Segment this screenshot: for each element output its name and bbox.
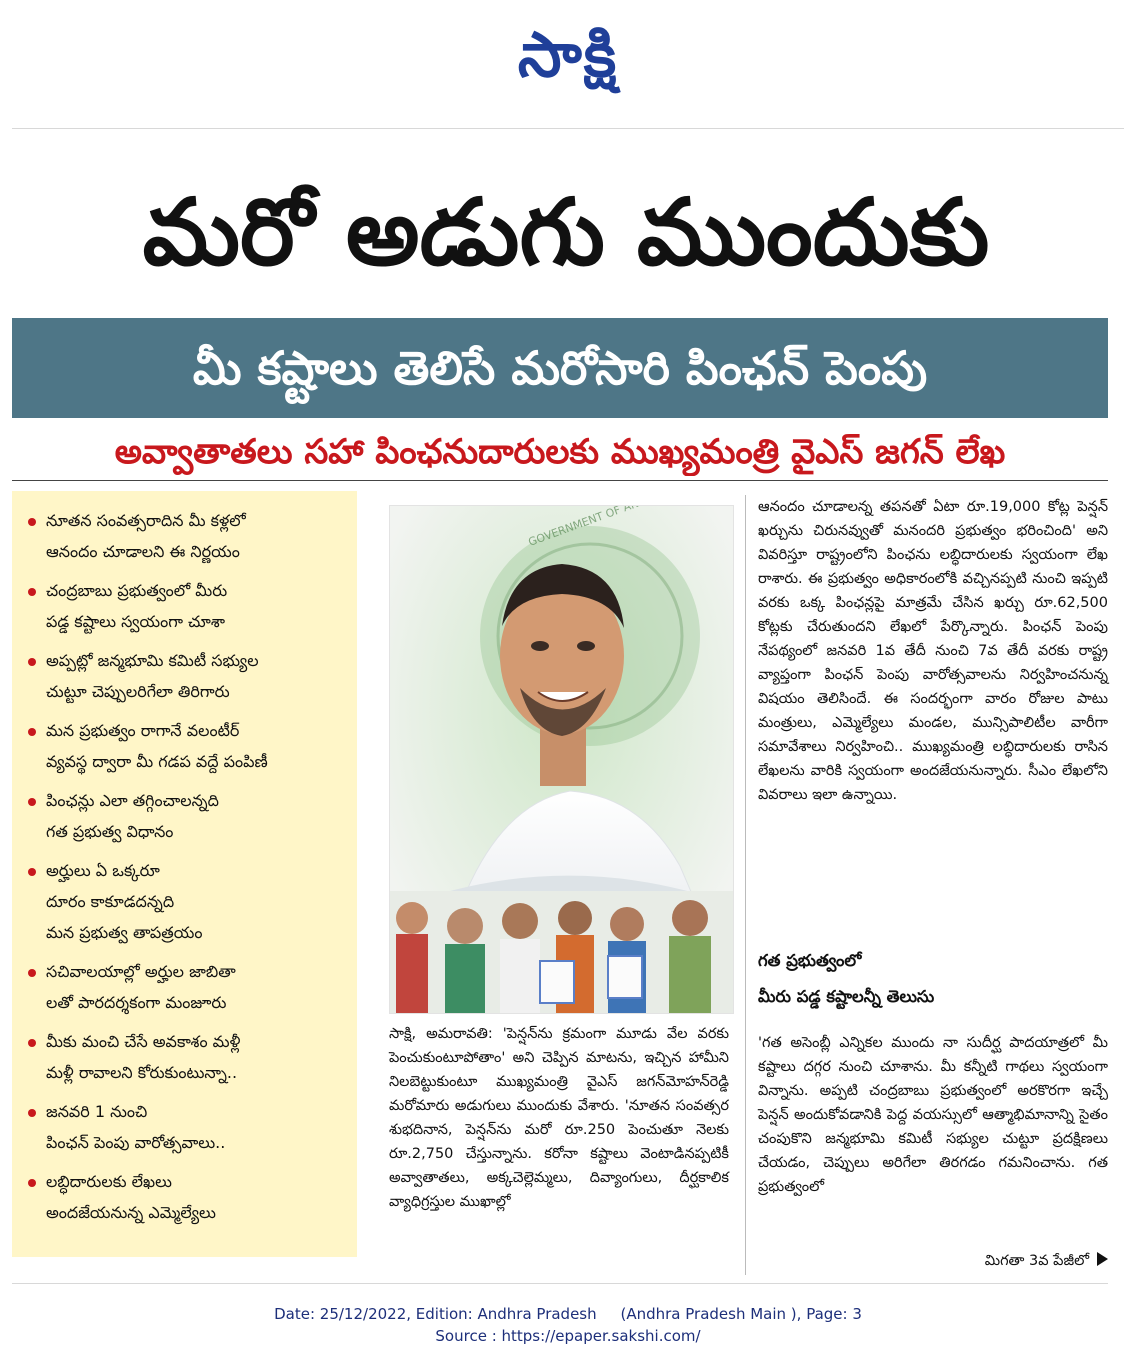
highlight-item [26,575,349,637]
subsection-heading [758,943,1108,1015]
highlight-line: అర్హులు ఏ ఒక్కరూ [46,861,160,880]
highlight-line: పింఛన్లు ఎలా తగ్గించాలన్నది [46,791,219,810]
highlight-line: చుట్టూ చెప్పులరిగేలా తిరిగారు [46,682,230,701]
footer-date-edition: Date: 25/12/2022, Edition: Andhra Pradesh (Andhra Pradesh Main ), Page: 3 [274,1305,862,1323]
highlight-item [26,855,349,948]
footer-source: Source : https://epaper.sakshi.com/ [435,1327,701,1345]
subsection-heading-line1: గత ప్రభుత్వంలో [758,951,862,970]
headline-divider [12,480,1108,481]
highlight-item [26,645,349,707]
highlight-item [26,1166,349,1228]
highlight-item [26,1026,349,1088]
highlight-line: మళ్లీ రావాలని కోరుకుంటున్నా.. [46,1063,238,1082]
continued-on-page [985,1252,1108,1273]
highlight-line: నూతన సంవత్సరాదిన మీ కళ్లలో [46,511,246,530]
play-arrow-icon [1097,1252,1108,1266]
footer-divider [12,1283,1108,1284]
page-footer [0,1303,1136,1347]
article-body-col2: సాక్షి, అమరావతి: 'పెన్షన్‌ను క్రమంగా మూడు వేల వరకు పెంచుకుంటూపోతాం' అని చెప్పిన మాటను, ఇచ్చిన హామీని నిలబెట్టుకుంటూ ముఖ్యమంత్రి వైఎస్ జగన్‌మోహన్‌రెడ్డి మరోమారు అడుగులు ముందుకు వేశారు. 'నూతన సంవత్సర శుభదినాన, పెన్షన్‌ను మరో రూ.250 పెంచుతూ నెలకు రూ.2,750 చేస్తున్నాను. కరోనా కష్టాలు వెంటాడినప్పటికీ అవ్వాతాతలు, అక్కచెల్లెమ్మలు, దివ్యాంగులు, దీర్ఘకాలిక వ్యాధిగ్రస్తుల ముఖాల్లో [389,1026,729,1210]
highlight-line: లతో పారదర్శకంగా మంజూరు [46,993,227,1012]
highlight-item [26,956,349,1018]
highlight-line: సచివాలయాల్లో అర్హుల జాబితా [46,962,236,981]
highlight-line: మన ప్రభుత్వం రాగానే వలంటీర్ [46,721,240,740]
letter-card [540,961,574,1003]
subsection-heading-line2: మీరు పడ్డ కష్టాలన్నీ తెలుసు [758,987,935,1006]
highlights-sidebar [12,491,357,1257]
highlight-item [26,785,349,847]
highlight-item [26,1096,349,1158]
highlight-line: అప్పట్లో జన్మభూమి కమిటీ సభ్యుల [46,651,259,670]
masthead-divider [12,128,1124,129]
red-subheadline: అవ్వాతాతలు సహా పింఛనుదారులకు ముఖ్యమంత్రి వైఎస్ జగన్ లేఖ [114,432,1006,472]
column-rule [745,495,746,1275]
highlight-line: ఆనందం చూడాలని ఈ నిర్ణయం [46,542,240,561]
headline: మరో అడుగు ముందుకు [142,179,990,286]
subheadline-band: మీ కష్టాలు తెలిసే మరోసారి పింఛన్ పెంపు [12,318,1108,418]
highlight-line: లబ్ధిదారులకు లేఖలు [46,1172,172,1191]
sakshi-logo: సాక్షి [517,18,619,91]
highlight-line: పింఛన్ పెంపు వారోత్సవాలు.. [46,1133,226,1152]
highlight-item [26,505,349,567]
cm-photo [389,505,734,1014]
article-body-col3: ఆనందం చూడాలన్న తపనతో ఏటా రూ.19,000 కోట్ల పెన్షన్ ఖర్చును చిరునవ్వుతో మనందరి ప్రభుత్వం భరించింది' అని వివరిస్తూ రాష్ట్రంలోని పింఛను లబ్ధిదారులకు స్వయంగా లేఖ రాశారు. ఈ ప్రభుత్వం అధికారంలోకి వచ్చినప్పటి నుంచి ఇప్పటి వరకు ఒక్క పింఛన్లపై మాత్రమే చేసిన ఖర్చు రూ.62,500 కోట్లకు చేరుతుందని లేఖలో పేర్కొన్నారు. పింఛన్ పెంపు నేపథ్యంలో జనవరి 1వ తేదీ నుంచి 7వ తేదీ వరకు రాష్ట్ర వ్యాప్తంగా పింఛన్ పెంపు వారోత్సవాలను నిర్వహించనున్న విషయం తెలిసిందే. ఈ సందర్భంగా వారం రోజుల పాటు మంత్రులు, ఎమ్మెల్యేలు మండల, మున్సిపాలిటీల వారీగా సమావేశాలు నిర్వహించి.. ముఖ్యమంత్రి లబ్ధిదారులకు రాసిన లేఖలను వారికి స్వయంగా అందజేయనున్నారు. సీఎం లేఖలోని వివరాలు ఇలా ఉన్నాయి. [758,499,1108,803]
continued-label: మిగతా 3వ పేజీలో [984,1253,1089,1269]
article-body-col3-part2: 'గత అసెంబ్లీ ఎన్నికల ముందు నా సుదీర్ఘ పాదయాత్రలో మీ కష్టాలు దగ్గర నుంచి చూశాను. మీ కన్నీటి గాథలు స్వయంగా విన్నాను. అప్పటి చంద్రబాబు ప్రభుత్వంలో అరకొరగా ఇచ్చే పెన్షన్ అందుకోవడానికి పెద్ద వయస్సులో ఆత్మాభిమానాన్ని సైతం చంపుకొని జన్మభూమి కమిటీ సభ్యుల చుట్టూ ప్రదక్షిణలు చేయడం, చెప్పులు అరిగేలా తిరగడం గమనించాను. గత ప్రభుత్వంలో [758,1035,1108,1195]
highlight-line: చంద్రబాబు ప్రభుత్వంలో మీరు [46,581,228,600]
highlight-line: దూరం కాకూడదన్నది [46,892,175,911]
highlight-line: జనవరి 1 నుంచి [46,1102,148,1121]
letter-card [608,956,642,998]
highlight-line: పడ్డ కష్టాలు స్వయంగా చూశా [46,612,225,631]
highlight-line: మన ప్రభుత్వ తాపత్రయం [46,923,203,942]
highlights-list [26,505,349,1228]
highlight-line: మీకు మంచి చేసే అవకాశం మళ్లీ [46,1032,241,1051]
photo-illustration [390,506,733,1013]
highlight-line: అందజేయనున్న ఎమ్మెల్యేలు [46,1203,216,1222]
highlight-item [26,715,349,777]
highlight-line: వ్యవస్థ ద్వారా మీ గడప వద్దే పంపిణీ [46,752,268,771]
highlight-line: గత ప్రభుత్వ విధానం [46,822,174,841]
